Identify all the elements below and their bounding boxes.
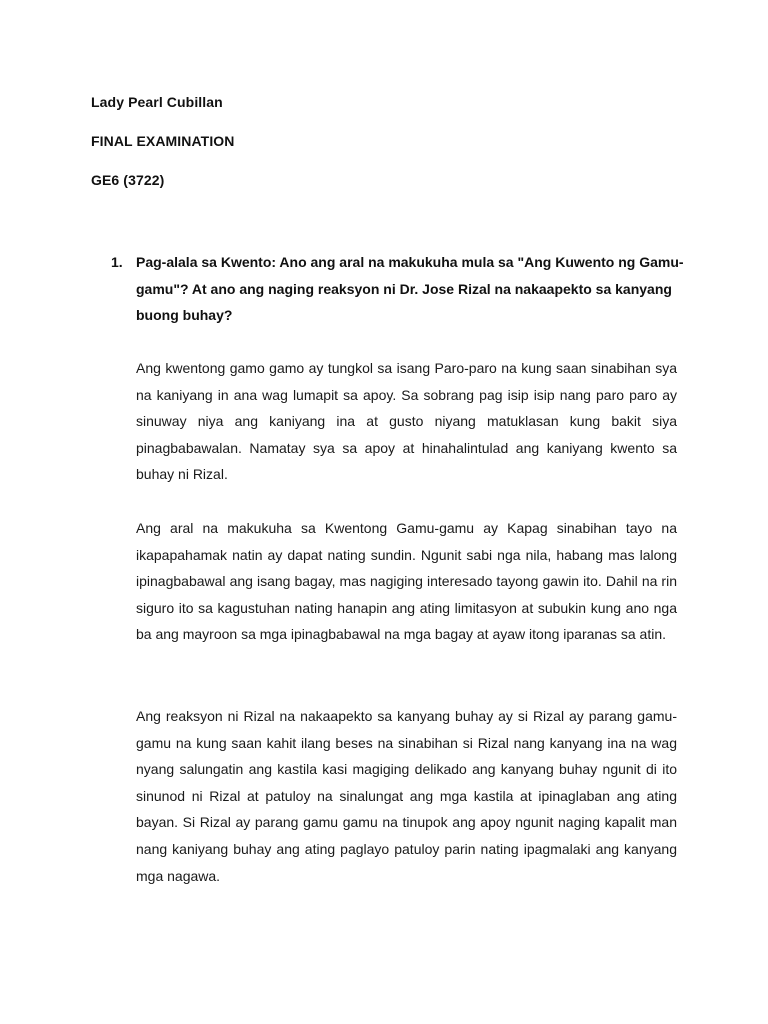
answer-paragraph: Ang aral na makukuha sa Kwentong Gamu-gamu ay Kapag sinabihan tayo na ikapapahamak natin ay dapat nating sundin. Ngunit sabi nga nila, habang mas lalong ipinagbabawal ang isang bagay, mas nagiging interesado tayong gawin ito. Dahil na rin siguro ito sa kagustuhan nating hanapin ang ating limitasyon at subukin kung ano nga ba ang mayroon sa mga ipinagbabawal na mga bagay at ayaw itong iparanas sa atin. bbox=[136, 520, 677, 643]
question-number: 1. bbox=[111, 254, 123, 270]
question-text: Pag-alala sa Kwento: Ano ang aral na makukuha mula sa "Ang Kuwento ng Gamu-gamu"? At ano ang naging reaksyon ni Dr. Jose Rizal na nakaapekto sa kanyang buong buhay? bbox=[136, 254, 684, 323]
course-code: GE6 (3722) bbox=[91, 172, 165, 188]
question-item bbox=[111, 249, 691, 329]
student-name: Lady Pearl Cubillan bbox=[91, 94, 223, 110]
exam-title: FINAL EXAMINATION bbox=[91, 133, 235, 149]
answer-paragraph: Ang kwentong gamo gamo ay tungkol sa isang Paro-paro na kung saan sinabihan sya na kaniyang in ana wag lumapit sa apoy. Sa sobrang pag isip isip nang paro paro ay sinuway niya ang kaniyang ina at gusto niyang matuklasan kung bakit siya pinagbabawalan. Namatay sya sa apoy at hinahalintulad ang kaniyang kwento sa buhay ni Rizal. bbox=[136, 360, 677, 483]
answer-paragraph: Ang reaksyon ni Rizal na nakaapekto sa kanyang buhay ay si Rizal ay parang gamu-gamu na kung saan kahit ilang beses na sinabihan si Rizal nang kanyang ina na wag nyang salungatin ang kastila kasi magiging delikado ang kanyang buhay ngunit di ito sinunod ni Rizal at patuloy na sinalungat ang mga kastila at ipinaglaban ang ating bayan. Si Rizal ay parang gamu gamu na tinupok ang apoy ngunit naging kapalit man nang kaniyang buhay ang ating paglayo patuloy parin nating ipagmalaki ang kanyang mga nagawa. bbox=[136, 708, 677, 884]
